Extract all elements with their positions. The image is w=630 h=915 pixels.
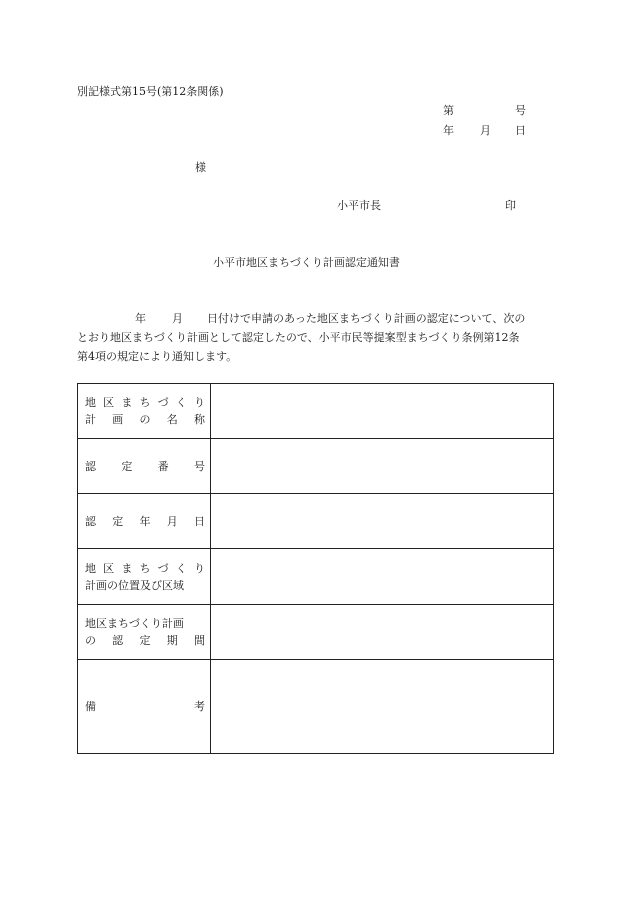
field-label xyxy=(78,384,211,439)
field-label xyxy=(78,660,211,754)
date-day: 日 xyxy=(515,124,526,137)
field-label-char: 定 xyxy=(112,514,124,528)
body-line-3: 第4項の規定により通知します。 xyxy=(77,350,238,363)
field-label-char: 年 xyxy=(139,514,151,528)
addressee-honorific: 様 xyxy=(195,161,206,174)
field-label-char: 月 xyxy=(166,514,178,528)
field-label-line xyxy=(85,513,205,530)
field-label-char: 日 xyxy=(194,514,205,528)
field-label-char: 区 xyxy=(103,396,115,409)
field-label-char: づ xyxy=(157,396,169,409)
field-label-line xyxy=(85,411,205,428)
field-label-char: 画 xyxy=(112,413,124,426)
certification-period-row xyxy=(78,605,554,660)
field-label xyxy=(78,549,211,605)
field-label-char: 番 xyxy=(157,459,169,473)
field-label-char: ま xyxy=(121,561,133,575)
field-label-char: 備 xyxy=(85,700,96,713)
field-value-cell[interactable] xyxy=(211,439,554,494)
location-area-row xyxy=(78,549,554,605)
field-label-line xyxy=(85,394,205,411)
sender-name: 小平市長 xyxy=(337,199,381,212)
field-label-char: 認 xyxy=(85,514,96,528)
field-label xyxy=(78,605,211,660)
document-title: 小平市地区まちづくり計画認定通知書 xyxy=(213,256,400,269)
field-label-char: 地区まちづくり計画 xyxy=(85,617,184,630)
field-label-char: 間 xyxy=(194,634,205,647)
field-label-char: 考 xyxy=(194,700,205,713)
date-month: 月 xyxy=(480,124,491,137)
field-label-char: 定 xyxy=(139,634,151,647)
field-label-char: 期 xyxy=(166,634,178,647)
field-label-line xyxy=(85,458,205,475)
field-value-cell[interactable] xyxy=(211,549,554,605)
body-line-1: 日付けで申請のあった地区まちづくり計画の認定について、次の xyxy=(207,312,526,325)
field-label-char: ま xyxy=(121,396,133,409)
field-value-cell[interactable] xyxy=(211,384,554,439)
certification-number-row xyxy=(78,439,554,494)
notice-table xyxy=(77,383,554,754)
field-label-char: 称 xyxy=(194,413,205,426)
field-label-line xyxy=(85,632,205,649)
field-value-cell[interactable] xyxy=(211,494,554,549)
certification-date-row xyxy=(78,494,554,549)
field-label-char: の xyxy=(139,413,151,426)
field-label-char: 号 xyxy=(193,459,205,473)
field-label-char: 区 xyxy=(103,561,115,575)
field-label-char: り xyxy=(193,396,205,409)
field-label-char: 地 xyxy=(85,561,96,575)
date-year: 年 xyxy=(443,124,454,137)
field-label-char: 定 xyxy=(121,459,133,473)
seal-mark: 印 xyxy=(505,199,516,212)
field-label-char: り xyxy=(193,561,205,575)
field-label-char: 計 xyxy=(85,413,96,426)
field-label-char: の xyxy=(85,634,96,647)
field-label-char: く xyxy=(175,396,187,409)
field-label-line xyxy=(85,560,205,577)
remarks-row xyxy=(78,660,554,754)
field-label-line xyxy=(85,698,205,715)
field-label-char: 認 xyxy=(112,634,124,647)
field-label xyxy=(78,494,211,549)
field-label-char: づ xyxy=(157,561,169,575)
field-label-line xyxy=(85,577,205,594)
body-month: 月 xyxy=(172,312,183,325)
field-label-line xyxy=(85,615,205,632)
number-prefix: 第 xyxy=(443,104,454,117)
body-line-2: とおり地区まちづくり計画として認定したので、小平市民等提案型まちづくり条例第12条 xyxy=(77,331,520,344)
number-suffix: 号 xyxy=(515,104,526,117)
field-value-cell[interactable] xyxy=(211,605,554,660)
field-label-char: ち xyxy=(139,561,151,575)
body-year: 年 xyxy=(135,312,146,325)
field-label-char: ち xyxy=(139,396,151,409)
field-label-char: 名 xyxy=(166,413,178,426)
field-value-cell[interactable] xyxy=(211,660,554,754)
field-label xyxy=(78,439,211,494)
form-identifier: 別記様式第15号(第12条関係) xyxy=(77,85,224,98)
field-label-char: く xyxy=(175,561,187,575)
field-label-char: 認 xyxy=(85,459,96,473)
field-label-char: 計画の位置及び区域 xyxy=(85,578,184,592)
plan-name-row xyxy=(78,384,554,439)
field-label-char: 地 xyxy=(85,396,96,409)
